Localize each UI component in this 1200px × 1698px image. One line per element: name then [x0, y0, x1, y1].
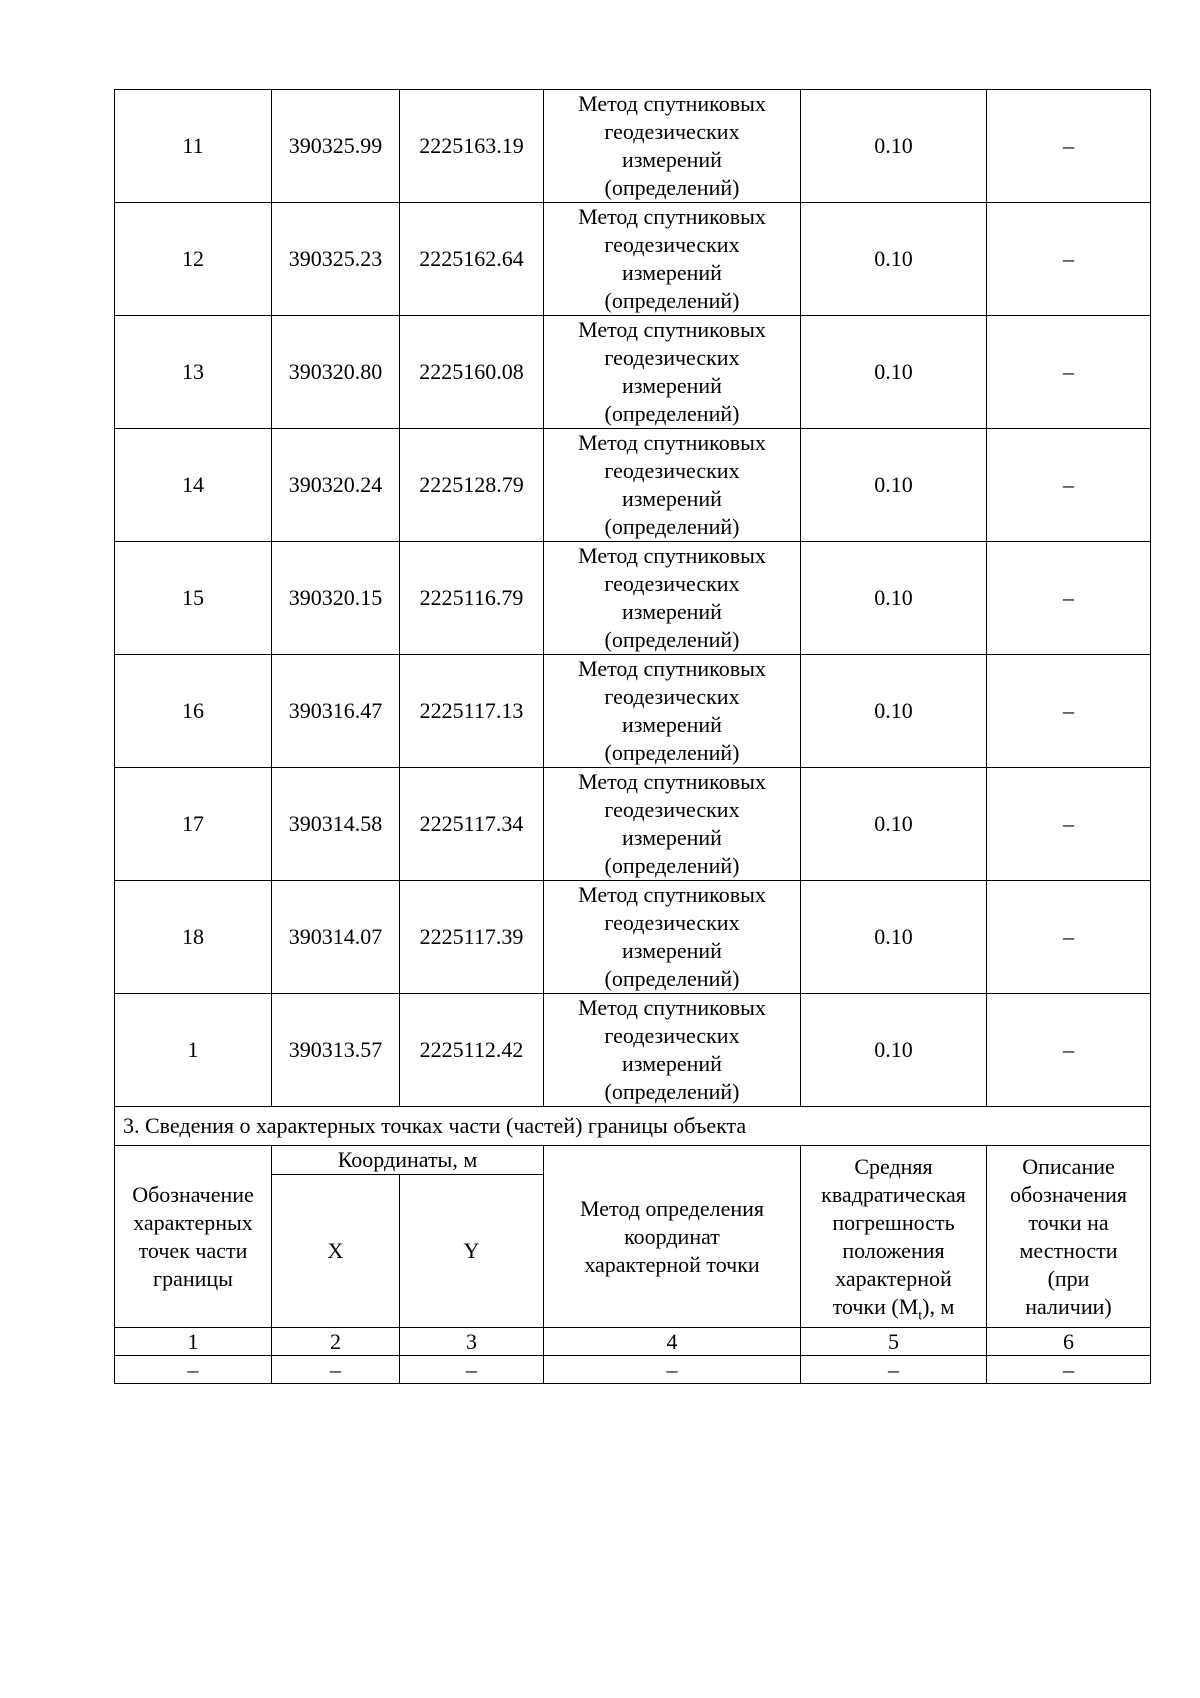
boundary-points-table [114, 89, 1151, 1384]
description-cell: – [987, 881, 1151, 994]
y-coordinate-cell: 2225112.42 [400, 994, 544, 1107]
empty-cell: – [801, 1356, 987, 1384]
header-x: X [272, 1175, 400, 1328]
empty-cell: – [987, 1356, 1151, 1384]
section-3 [115, 1107, 1151, 1384]
y-coordinate-cell: 2225117.13 [400, 655, 544, 768]
x-coordinate-cell: 390320.80 [272, 316, 400, 429]
column-number: 3 [400, 1328, 544, 1356]
x-coordinate-cell: 390325.23 [272, 203, 400, 316]
column-number-row [115, 1328, 1151, 1356]
x-coordinate-cell: 390320.15 [272, 542, 400, 655]
table-row [115, 203, 1151, 316]
accuracy-cell: 0.10 [801, 881, 987, 994]
method-cell: Метод спутниковых геодезических измерений (определений) [544, 994, 801, 1107]
description-cell: – [987, 768, 1151, 881]
point-number-cell: 11 [115, 90, 272, 203]
y-coordinate-cell: 2225160.08 [400, 316, 544, 429]
x-coordinate-cell: 390313.57 [272, 994, 400, 1107]
description-cell: – [987, 542, 1151, 655]
method-cell: Метод спутниковых геодезических измерений (определений) [544, 429, 801, 542]
x-coordinate-cell: 390325.99 [272, 90, 400, 203]
accuracy-cell: 0.10 [801, 90, 987, 203]
y-coordinate-cell: 2225128.79 [400, 429, 544, 542]
header-method: Метод определения координат характерной точки [544, 1146, 801, 1328]
point-number-cell: 15 [115, 542, 272, 655]
method-cell: Метод спутниковых геодезических измерений (определений) [544, 881, 801, 994]
table-row [115, 881, 1151, 994]
header-accuracy-main: Средняя квадратическая погрешность положения характерной точки (M [821, 1153, 966, 1319]
point-number-cell: 12 [115, 203, 272, 316]
point-number-cell: 14 [115, 429, 272, 542]
x-coordinate-cell: 390314.58 [272, 768, 400, 881]
y-coordinate-cell: 2225162.64 [400, 203, 544, 316]
header-accuracy-sub: t [918, 1307, 923, 1323]
table-row [115, 90, 1151, 203]
accuracy-cell: 0.10 [801, 994, 987, 1107]
x-coordinate-cell: 390316.47 [272, 655, 400, 768]
x-coordinate-cell: 390320.24 [272, 429, 400, 542]
points-table-body [115, 90, 1151, 1107]
method-cell: Метод спутниковых геодезических измерений (определений) [544, 768, 801, 881]
header-coordinates: Координаты, м [272, 1146, 544, 1175]
table-row [115, 542, 1151, 655]
description-cell: – [987, 994, 1151, 1107]
method-cell: Метод спутниковых геодезических измерений (определений) [544, 655, 801, 768]
description-cell: – [987, 316, 1151, 429]
point-number-cell: 13 [115, 316, 272, 429]
section-title: 3. Сведения о характерных точках части (частей) границы объекта [115, 1107, 1151, 1146]
column-number: 1 [115, 1328, 272, 1356]
accuracy-cell: 0.10 [801, 542, 987, 655]
header-y: Y [400, 1175, 544, 1328]
accuracy-cell: 0.10 [801, 203, 987, 316]
table-row [115, 655, 1151, 768]
header-description: Описание обозначения точки на местности (при наличии) [987, 1146, 1151, 1328]
point-number-cell: 16 [115, 655, 272, 768]
column-number: 5 [801, 1328, 987, 1356]
empty-cell: – [400, 1356, 544, 1384]
method-cell: Метод спутниковых геодезических измерений (определений) [544, 316, 801, 429]
header-designation: Обозначение характерных точек части границы [115, 1146, 272, 1328]
method-cell: Метод спутниковых геодезических измерений (определений) [544, 90, 801, 203]
empty-cell: – [544, 1356, 801, 1384]
description-cell: – [987, 429, 1151, 542]
accuracy-cell: 0.10 [801, 655, 987, 768]
point-number-cell: 18 [115, 881, 272, 994]
column-number: 6 [987, 1328, 1151, 1356]
point-number-cell: 17 [115, 768, 272, 881]
table-row [115, 316, 1151, 429]
y-coordinate-cell: 2225117.39 [400, 881, 544, 994]
point-number-cell: 1 [115, 994, 272, 1107]
table-row [115, 429, 1151, 542]
method-cell: Метод спутниковых геодезических измерений (определений) [544, 542, 801, 655]
y-coordinate-cell: 2225163.19 [400, 90, 544, 203]
accuracy-cell: 0.10 [801, 768, 987, 881]
x-coordinate-cell: 390314.07 [272, 881, 400, 994]
column-number: 2 [272, 1328, 400, 1356]
empty-data-row [115, 1356, 1151, 1384]
table-row [115, 994, 1151, 1107]
description-cell: – [987, 203, 1151, 316]
accuracy-cell: 0.10 [801, 429, 987, 542]
y-coordinate-cell: 2225116.79 [400, 542, 544, 655]
table-row [115, 768, 1151, 881]
y-coordinate-cell: 2225117.34 [400, 768, 544, 881]
description-cell: – [987, 90, 1151, 203]
header-row-top [115, 1146, 1151, 1175]
header-accuracy [801, 1146, 987, 1328]
empty-cell: – [115, 1356, 272, 1384]
method-cell: Метод спутниковых геодезических измерений (определений) [544, 203, 801, 316]
empty-cell: – [272, 1356, 400, 1384]
header-accuracy-tail: ), м [922, 1293, 955, 1319]
section-title-row [115, 1107, 1151, 1146]
description-cell: – [987, 655, 1151, 768]
accuracy-cell: 0.10 [801, 316, 987, 429]
column-number: 4 [544, 1328, 801, 1356]
